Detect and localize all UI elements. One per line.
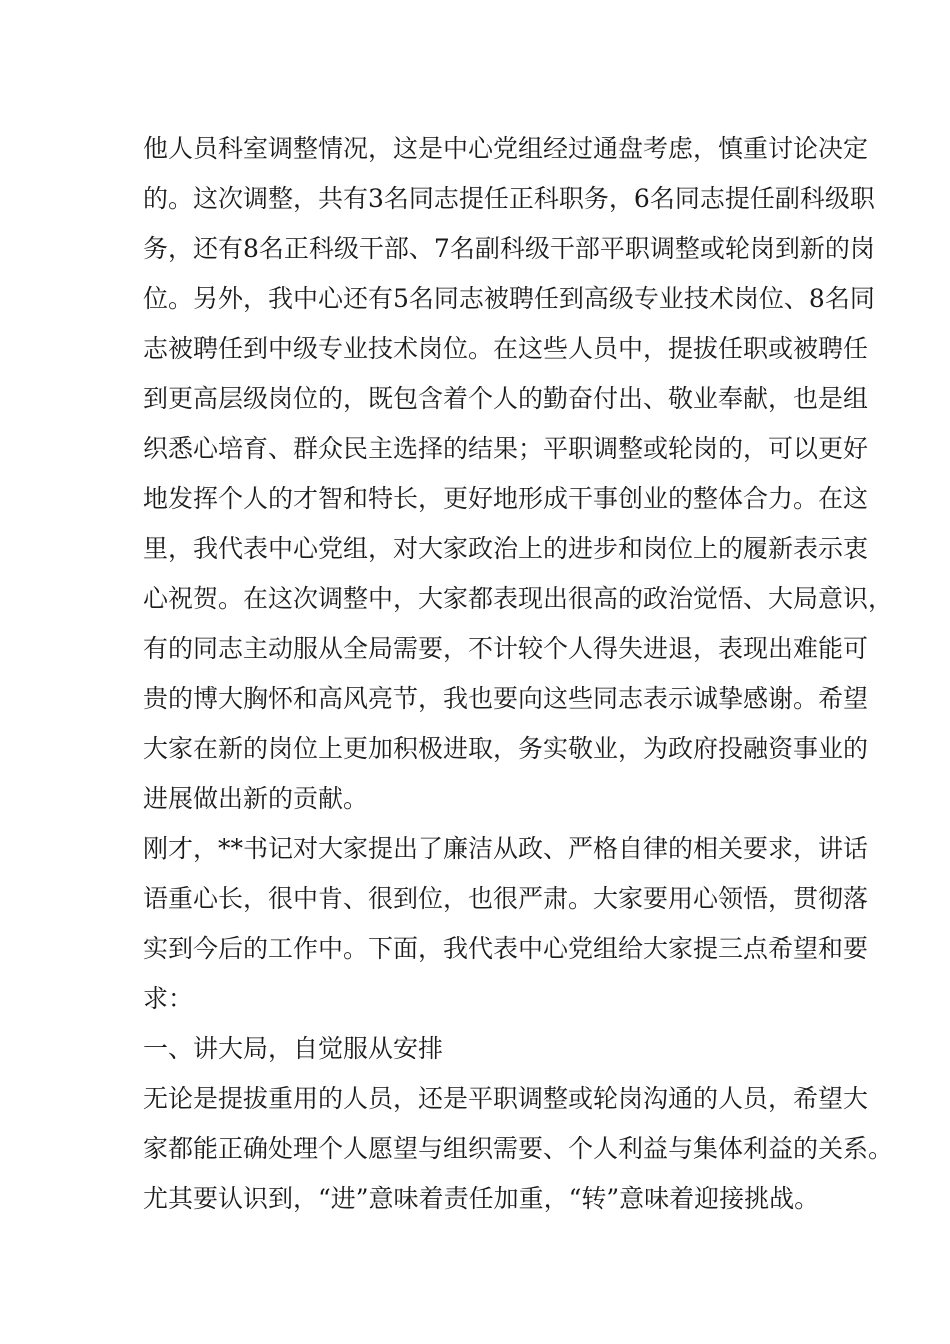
paragraph-line: 家都能正确处理个人愿望与组织需要、个人利益与集体利益的关系。 (143, 1134, 894, 1163)
document-body (143, 124, 894, 1224)
paragraph-line: 的。这次调整，共有3名同志提任正科职务，6名同志提任副科级职 (143, 184, 875, 213)
paragraph-line: 求： (143, 984, 194, 1013)
paragraph-line: 里，我代表中心党组，对大家政治上的进步和岗位上的履新表示衷 (143, 534, 869, 563)
paragraph-line: 贵的博大胸怀和高风亮节，我也要向这些同志表示诚挚感谢。希望 (143, 684, 869, 713)
paragraph-line: 志被聘任到中级专业技术岗位。在这些人员中，提拔任职或被聘任 (143, 334, 869, 363)
paragraph-line: 有的同志主动服从全局需要，不计较个人得失进退，表现出难能可 (143, 634, 869, 663)
paragraph-line: 大家在新的岗位上更加积极进取，务实敬业，为政府投融资事业的 (143, 734, 869, 763)
paragraph-line: 无论是提拔重用的人员，还是平职调整或轮岗沟通的人员，希望大 (143, 1084, 869, 1113)
paragraph-line: 进展做出新的贡献。 (143, 784, 369, 813)
paragraph-line: 地发挥个人的才智和特长，更好地形成干事创业的整体合力。在这 (143, 484, 869, 513)
paragraph-line: 他人员科室调整情况，这是中心党组经过通盘考虑，慎重讨论决定 (143, 134, 869, 163)
paragraph-line: 织悉心培育、群众民主选择的结果；平职调整或轮岗的，可以更好 (143, 434, 869, 463)
section-heading: 一、讲大局，自觉服从安排 (143, 1034, 444, 1063)
paragraph-line: 语重心长，很中肯、很到位，也很严肃。大家要用心领悟，贯彻落 (143, 884, 869, 913)
paragraph-line: 尤其要认识到，“进”意味着责任加重，“转”意味着迎接挑战。 (143, 1184, 820, 1213)
paragraph-line: 务，还有8名正科级干部、7名副科级干部平职调整或轮岗到新的岗 (143, 234, 875, 263)
paragraph-line: 心祝贺。在这次调整中，大家都表现出很高的政治觉悟、大局意识， (143, 584, 894, 613)
paragraph-line: 刚才，**书记对大家提出了廉洁从政、严格自律的相关要求，讲话 (143, 834, 869, 863)
paragraph-line: 实到今后的工作中。下面，我代表中心党组给大家提三点希望和要 (143, 934, 869, 963)
paragraph-line: 位。另外，我中心还有5名同志被聘任到高级专业技术岗位、8名同 (143, 284, 875, 313)
paragraph-line: 到更高层级岗位的，既包含着个人的勤奋付出、敬业奉献，也是组 (143, 384, 869, 413)
